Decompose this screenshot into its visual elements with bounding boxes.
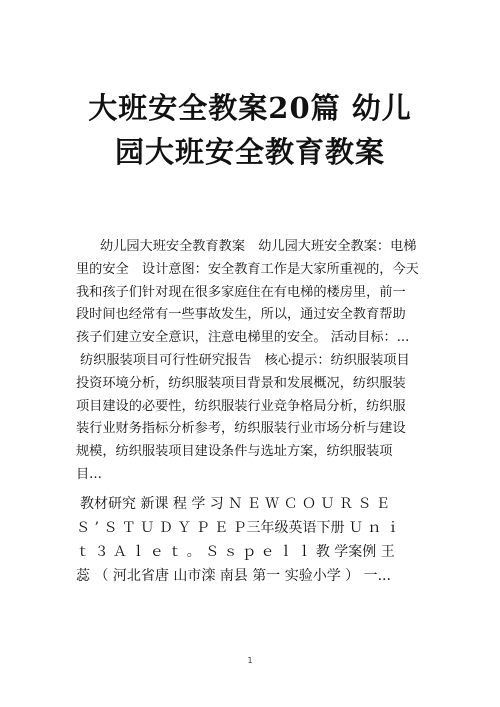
title-line-2: 园大班安全教育教案 — [114, 135, 385, 169]
title-line-1: 大班安全教案20篇 幼儿 — [88, 91, 412, 125]
paragraph-line: 教材研究 新课 程 学 习 Ｎ Ｅ Ｗ Ｃ Ｏ Ｕ Ｒ Ｓ Ｅ — [80, 495, 390, 512]
paragraph-line: 项目建设的必要性，纺织服装行业竞争格局分析，纺织服 — [76, 398, 406, 414]
paragraph-line: 纺织服装项目可行性研究报告 核心提示：纺织服装项目 — [80, 352, 410, 368]
paragraph-elevator-safety — [76, 236, 432, 350]
paragraph-english-lesson — [76, 492, 432, 588]
paragraph-line: 我和孩子们针对现在很多家庭住在有电梯的楼房里，前一 — [76, 284, 406, 300]
paragraph-line: 幼儿园大班安全教育教案 幼儿园大班安全教案：电梯 — [100, 239, 417, 254]
page-number: 1 — [247, 656, 253, 665]
paragraph-textile-report — [76, 350, 432, 487]
paragraph-line: 里的安全 设计意图：安全教育工作是大家所重视的，今天 — [76, 261, 419, 277]
paragraph-line: 孩子们建立安全意识，注意电梯里的安全。 活动目标：... — [76, 330, 410, 346]
paragraph-line: 规模，纺织服装项目建设条件与选址方案，纺织服装项 — [76, 444, 393, 460]
document-title — [40, 86, 460, 174]
paragraph-line: ｔ ３ Ａ ｌ ｅ ｔ 。 Ｓ ｓ ｐ ｅ ｌ ｌ 教 学案例 王 — [76, 543, 395, 560]
paragraph-line: Ｓ ’ Ｓ Ｔ Ｕ Ｄ Ｙ Ｐ Ｅ Ｐ三年级英语下册 Ｕ ｎ ｉ — [76, 519, 400, 536]
paragraph-line: 装行业财务指标分析参考，纺织服装行业市场分析与建设 — [76, 421, 406, 437]
paragraph-line: 投资环境分析，纺织服装项目背景和发展概况，纺织服装 — [76, 375, 406, 391]
document-body — [76, 236, 432, 588]
paragraph-line: 蕊 （ 河北省唐 山市滦 南县 第一 实验小学 ） 一... — [76, 567, 391, 584]
paragraph-line: 段时间也经常有一些事故发生，所以，通过安全教育帮助 — [76, 307, 406, 323]
paragraph-line: 目... — [76, 466, 102, 482]
